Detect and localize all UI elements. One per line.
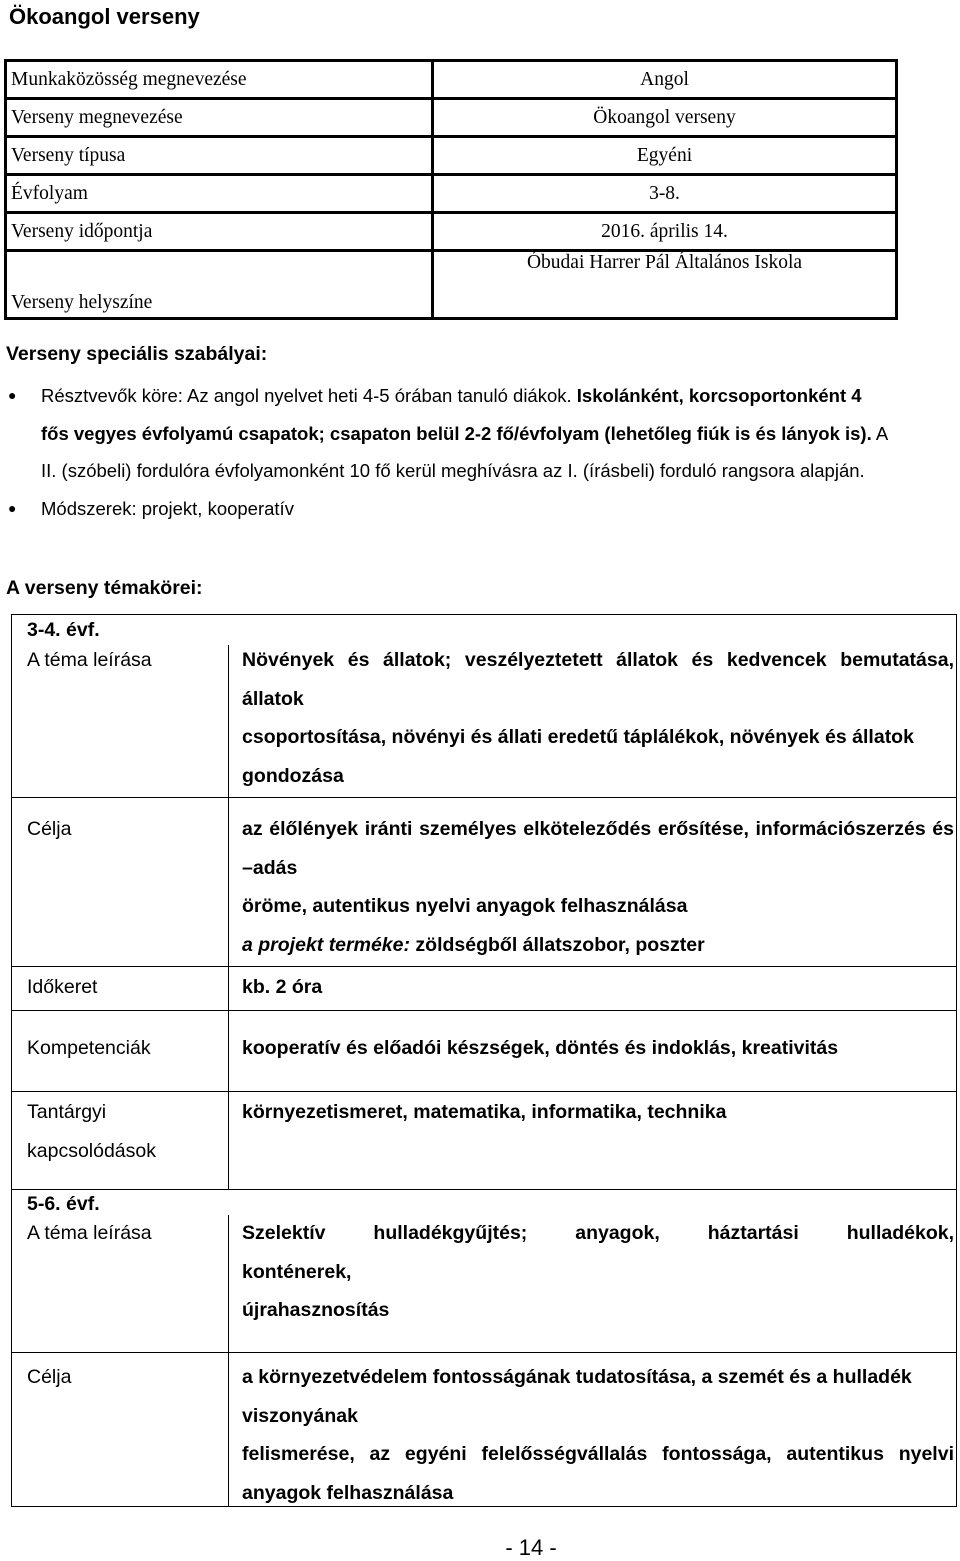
row-divider bbox=[12, 1091, 956, 1092]
rule-text: A bbox=[871, 422, 889, 444]
info-label: Munkaközösség megnevezése bbox=[6, 61, 433, 99]
rule-text: II. (szóbeli) fordulóra évfolyamonként 10 fő kerül meghívásra az I. (írásbeli) forduló rangsora alapján. bbox=[41, 460, 865, 481]
topic-label: Célja bbox=[27, 818, 72, 840]
topic-value: kooperatív és előadói készségek, döntés és indoklás, kreativitás bbox=[242, 1037, 839, 1059]
topic-label: Célja bbox=[27, 1366, 72, 1388]
row-divider bbox=[12, 1352, 956, 1353]
topic-value: az élőlények iránti személyes elköteleződés erősítése, információszerzés és bbox=[242, 818, 954, 840]
topic-label: Kompetenciák bbox=[27, 1037, 151, 1059]
info-label: Verseny időpontja bbox=[6, 213, 433, 251]
info-row bbox=[6, 175, 897, 213]
bullet-icon: ● bbox=[8, 387, 17, 403]
column-divider bbox=[228, 1352, 229, 1506]
info-label: Verseny típusa bbox=[6, 137, 433, 175]
info-value: 3-8. bbox=[433, 175, 897, 213]
list-item bbox=[0, 377, 960, 490]
competition-info-table bbox=[4, 59, 898, 320]
topic-value: anyagok felhasználása bbox=[242, 1481, 454, 1504]
topic-value: állatok bbox=[242, 687, 304, 710]
row-divider bbox=[12, 966, 956, 967]
info-value: Óbudai Harrer Pál Általános Iskola bbox=[433, 251, 897, 319]
page-number: - 14 - bbox=[505, 1535, 557, 1560]
info-label: Verseny helyszíne bbox=[6, 251, 433, 319]
topic-value bbox=[242, 926, 954, 965]
column-divider bbox=[228, 645, 229, 797]
info-row bbox=[6, 251, 897, 319]
rule-text-bold: Iskolánként, korcsoportonként 4 bbox=[576, 385, 862, 406]
topic-value: csoportosítása, növényi és állati eredetű táplálékok, növények és állatok bbox=[242, 726, 914, 748]
info-label: Verseny megnevezése bbox=[6, 99, 433, 137]
grade-heading: 3-4. évf. bbox=[27, 619, 100, 641]
bullet-icon: ● bbox=[8, 499, 17, 516]
column-divider bbox=[228, 797, 229, 967]
rules-heading: Verseny speciális szabályai: bbox=[6, 343, 268, 365]
topic-value-rest: zöldségből állatszobor, poszter bbox=[410, 933, 705, 956]
row-divider bbox=[12, 1010, 956, 1011]
topic-value: –adás bbox=[242, 856, 298, 879]
info-row bbox=[6, 137, 897, 175]
info-value: Egyéni bbox=[433, 137, 897, 175]
column-divider bbox=[228, 1011, 229, 1091]
column-divider bbox=[228, 1091, 229, 1189]
document-title: Ökoangol verseny bbox=[9, 4, 200, 29]
topic-value: felismerése, az egyéni felelősségvállalás fontossága, autentikus nyelvi bbox=[242, 1443, 954, 1465]
topic-value: a környezetvédelem fontosságának tudatosítása, a szemét és a hulladék bbox=[242, 1366, 912, 1388]
topic-value: Szelektív hulladékgyűjtés; anyagok, háztartási hulladékok, bbox=[242, 1222, 954, 1244]
topic-value: viszonyának bbox=[242, 1404, 358, 1427]
topic-value: újrahasznosítás bbox=[242, 1299, 390, 1321]
topic-value: gondozása bbox=[242, 764, 344, 787]
topic-value-italic: a projekt terméke: bbox=[242, 933, 410, 956]
column-divider bbox=[228, 967, 229, 1011]
rule-text: Módszerek: projekt, kooperatív bbox=[41, 497, 294, 519]
topic-value: konténerek, bbox=[242, 1260, 352, 1283]
topic-label: Időkeret bbox=[27, 976, 98, 998]
info-row bbox=[6, 61, 897, 99]
topic-value: környezetismeret, matematika, informatika, technika bbox=[242, 1101, 727, 1123]
info-value: Ökoangol verseny bbox=[433, 99, 897, 137]
info-row bbox=[6, 213, 897, 251]
rules-list bbox=[0, 377, 960, 527]
topic-value: Növények és állatok; veszélyeztetett állatok és kedvencek bemutatása, bbox=[242, 649, 954, 671]
topics-heading: A verseny témakörei: bbox=[6, 577, 203, 599]
info-value: 2016. április 14. bbox=[433, 213, 897, 251]
info-value: Angol bbox=[433, 61, 897, 99]
topic-value: öröme, autentikus nyelvi anyagok felhasználása bbox=[242, 895, 688, 917]
topic-label: A téma leírása bbox=[27, 649, 152, 671]
rule-text-bold: fős vegyes évfolyamú csapatok; csapaton belül 2-2 fő/évfolyam (lehetőleg fiúk is és lányok is). bbox=[41, 422, 872, 444]
column-divider bbox=[228, 1215, 229, 1352]
info-row bbox=[6, 99, 897, 137]
list-item bbox=[0, 490, 960, 528]
topic-label: Tantárgyi bbox=[27, 1101, 107, 1123]
info-label: Évfolyam bbox=[6, 175, 433, 213]
row-divider bbox=[12, 797, 956, 798]
row-divider bbox=[12, 1189, 956, 1190]
topic-label: A téma leírása bbox=[27, 1222, 152, 1244]
rule-text: Résztvevők köre: Az angol nyelvet heti 4-5 órában tanuló diákok. bbox=[41, 385, 577, 406]
topics-table bbox=[11, 614, 957, 1507]
topic-label: kapcsolódások bbox=[27, 1139, 156, 1162]
grade-heading: 5-6. évf. bbox=[27, 1193, 100, 1215]
topic-value: kb. 2 óra bbox=[242, 976, 323, 998]
